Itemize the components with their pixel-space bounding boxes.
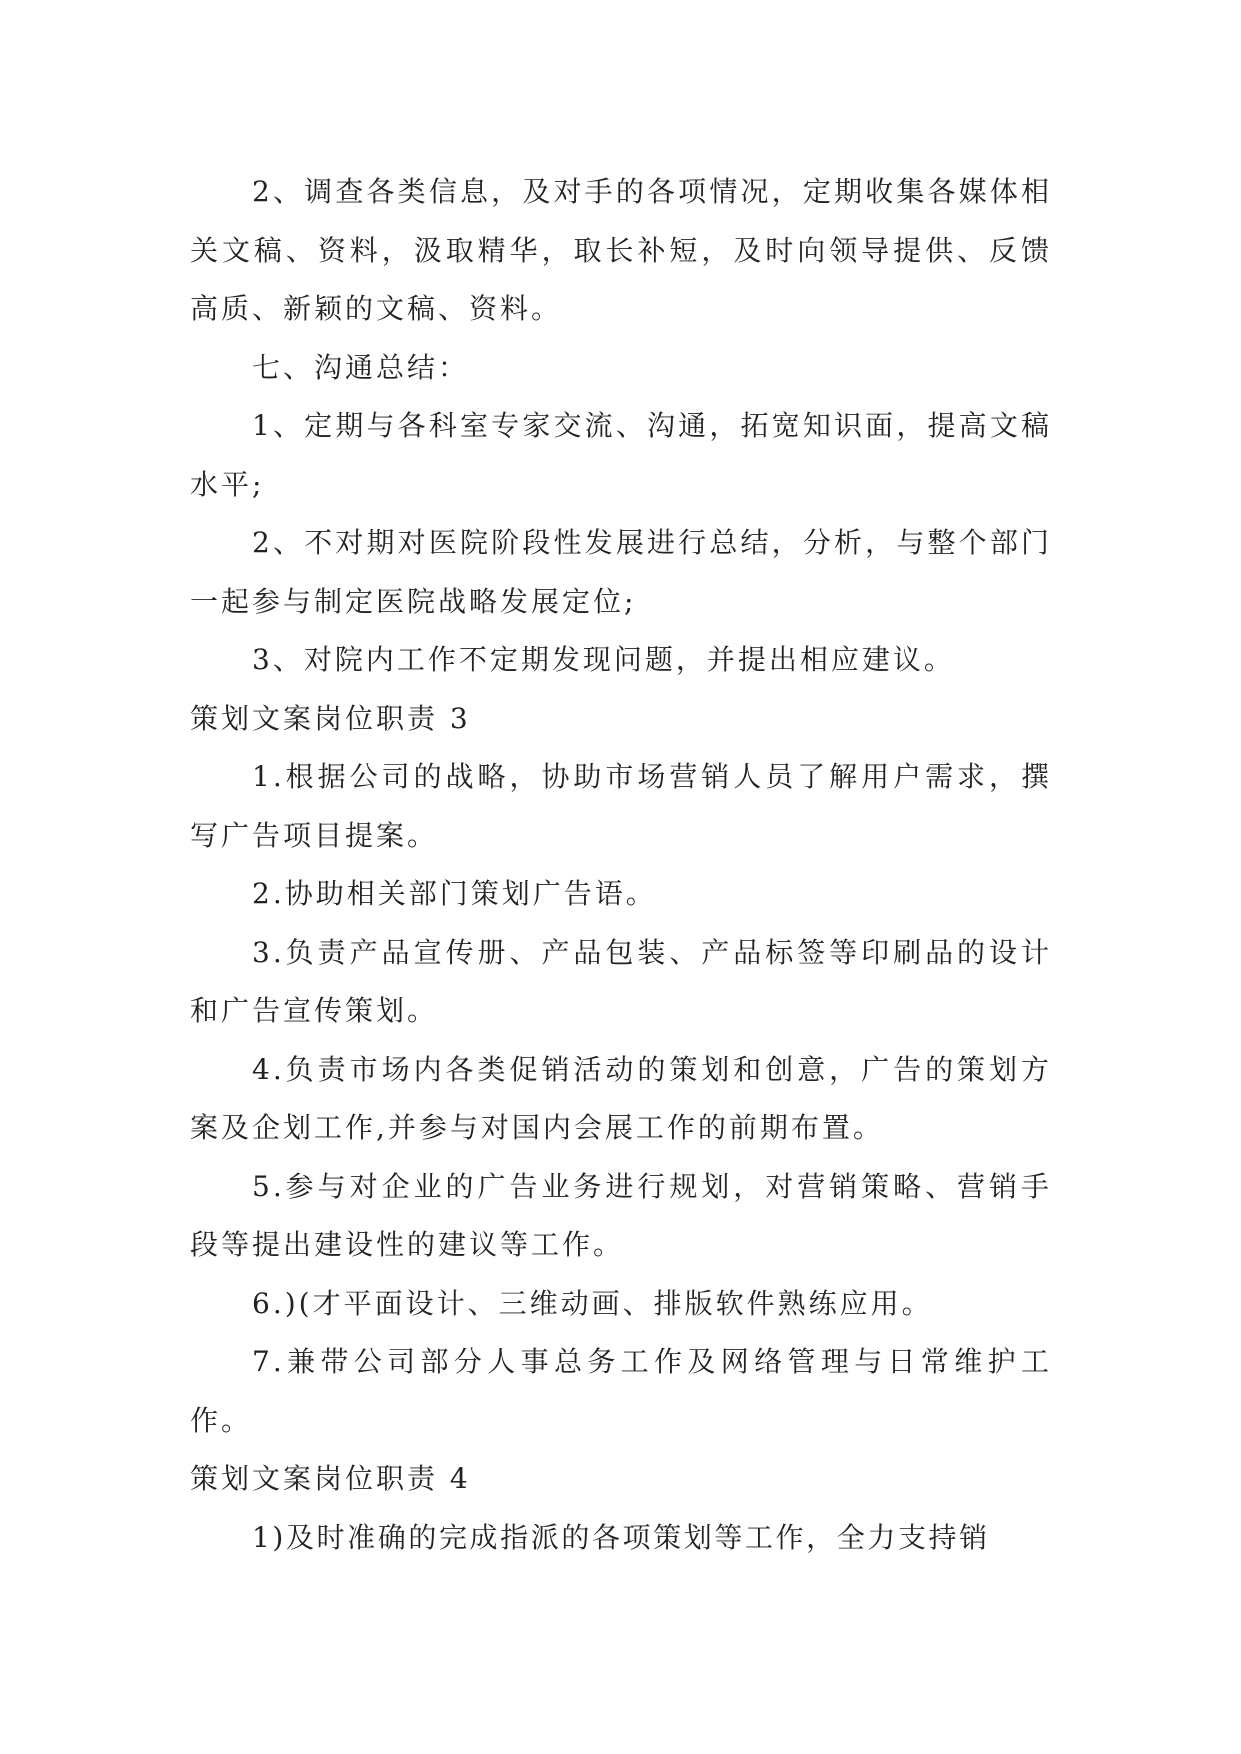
duty-item-7: 7.兼带公司部分人事总务工作及网络管理与日常维护工作。	[190, 1345, 1052, 1437]
section-heading-7: 七、沟通总结：	[252, 350, 470, 384]
duty-item-3: 3.负责产品宣传册、产品包装、产品标签等印刷品的设计和广告宣传策划。	[190, 935, 1052, 1027]
paragraph-item-1: 1、定期与各科室专家交流、沟通，拓宽知识面，提高文稿水平;	[190, 409, 1052, 501]
paragraph-item-3: 3、对院内工作不定期发现问题，并提出相应建议。	[252, 643, 955, 676]
section-title-3: 策划文案岗位职责 3	[190, 701, 471, 735]
paragraph-item-2: 2、不对期对医院阶段性发展进行总结，分析，与整个部门一起参与制定医院战略发展定位;	[190, 526, 1052, 618]
duty-item-4: 4.负责市场内各类促销活动的策划和创意，广告的策划方案及企划工作,并参与对国内会展工作的前期布置。	[190, 1052, 1052, 1144]
document-body	[190, 163, 1052, 1567]
paragraph-item-2: 2、调查各类信息，及对手的各项情况，定期收集各媒体相关文稿、资料，汲取精华，取长补短，及时向领导提供、反馈高质、新颖的文稿、资料。	[190, 175, 1052, 325]
duty-item-6: 6.)(才平面设计、三维动画、排版软件熟练应用。	[252, 1286, 933, 1320]
duty-item-1-partial: 1)及时准确的完成指派的各项策划等工作，全力支持销	[252, 1520, 990, 1554]
duty-item-5: 5.参与对企业的广告业务进行规划，对营销策略、营销手段等提出建设性的建议等工作。	[190, 1169, 1052, 1261]
duty-item-1: 1.根据公司的战略，协助市场营销人员了解用户需求，撰写广告项目提案。	[190, 760, 1052, 852]
section-title-4: 策划文案岗位职责 4	[190, 1462, 471, 1495]
duty-item-2: 2.协助相关部门策划广告语。	[252, 877, 657, 910]
